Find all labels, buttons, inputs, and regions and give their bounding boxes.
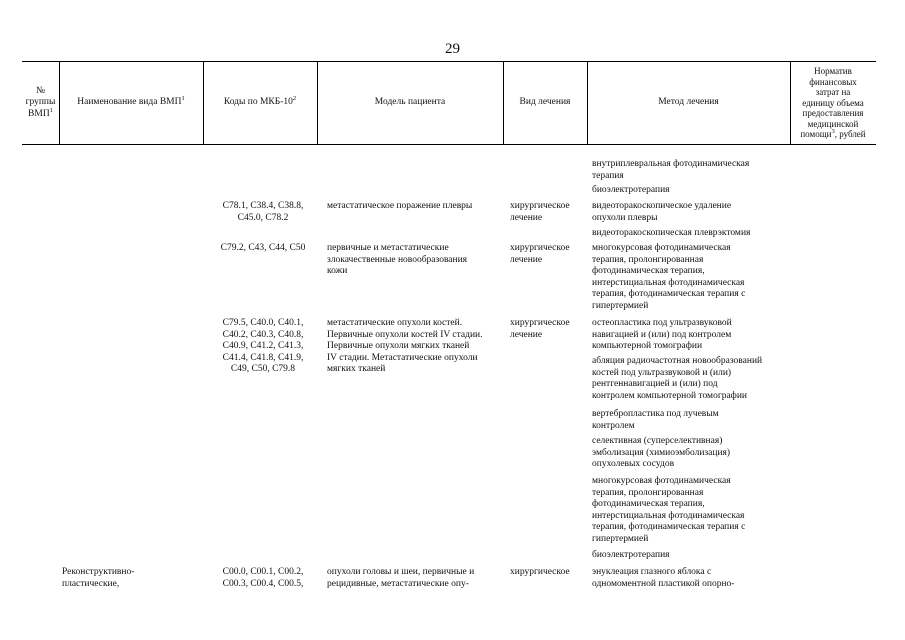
method-text: абляция радиочастотная новообразований костей под ультразвуковой и (или) рентгеннавигацией и (или) под контролем компьютерной томографии [592, 356, 763, 401]
mkb-codes-text: C78.1, C38.4, C38.8, C45.0, C78.2 [222, 201, 304, 223]
treatment-type-text: хирургическое лечение [510, 318, 570, 340]
header-group-no: № группы ВМП$^1$ [25, 85, 56, 119]
method-text: вертебропластика под лучевым контролем [592, 409, 719, 431]
header-treatment-method: Метод лечения [658, 97, 719, 108]
mkb-codes-text: C79.5, C40.0, C40.1, C40.2, C40.3, C40.8, C40.9, C41.2, C41.3, C41.4, C41.8, C41.9, C49, C50, C79.8 [222, 318, 304, 374]
method-text: энуклеация глазного яблока с одномоментной пластикой опорно- [592, 567, 735, 589]
method-text: биоэлектротерапия [592, 550, 670, 560]
method-text: внутриплевральная фотодинамическая терапия [592, 159, 750, 181]
treatment-type-text: хирургическое [510, 567, 570, 577]
method-text: селективная (суперселективная) эмболизация (химиоэмболизация) опухолевых сосудов [592, 436, 731, 469]
patient-model-text: первичные и метастатические злокачественные новообразования кожи [327, 243, 468, 276]
method-text: видеоторакоскопическое удаление опухоли плевры [592, 201, 732, 223]
vmp-name-text: Реконструктивно- пластические, [62, 567, 135, 589]
method-text: многокурсовая фотодинамическая терапия, пролонгированная фотодинамическая терапия, интерстициальная фотодинамическая терапия, фотодинамическая терапия с гипертермией [592, 243, 746, 311]
method-text: биоэлектротерапия [592, 185, 670, 195]
table-header [22, 61, 876, 145]
header-vmp-name: Наименование вида ВМП$^1$ [77, 95, 185, 108]
header-mkb-codes: Коды по МКБ-$10^2$ [223, 95, 297, 108]
treatment-type-text: хирургическое лечение [510, 243, 570, 265]
patient-model-text: метастатические опухоли костей. Первичные опухоли костей IV стадии. Первичные опухоли мягких тканей IV стадии. Метастатические опухоли мягких тканей [327, 318, 483, 374]
mkb-codes-text: C00.0, C00.1, C00.2, C00.3, C00.4, C00.5, [222, 567, 304, 589]
patient-model-text: опухоли головы и шеи, первичные и рецидивные, метастатические опу- [327, 567, 475, 589]
treatment-type-text: хирургическое лечение [510, 201, 570, 223]
header-treatment-type: Вид лечения [519, 97, 571, 108]
method-text: многокурсовая фотодинамическая терапия, пролонгированная фотодинамическая терапия, интерстициальная фотодинамическая терапия, фотодинамическая терапия с гипертермией [592, 476, 746, 544]
mkb-codes-text: C79.2, C43, C44, C50 [220, 243, 306, 253]
method-text: видеоторакоскопическая плеврэктомия [592, 228, 751, 238]
header-patient-model: Модель пациента [374, 97, 446, 108]
page-number: 29 [445, 41, 460, 57]
method-text: остеопластика под ультразвуковой навигацией и (или) под контролем компьютерной томографии [592, 318, 732, 351]
patient-model-text: метастатическое поражение плевры [327, 201, 473, 211]
header-cost-norm: Норматив финансовых затрат на единицу объема предоставления медицинской помощи$^3$, рублей [800, 66, 866, 140]
